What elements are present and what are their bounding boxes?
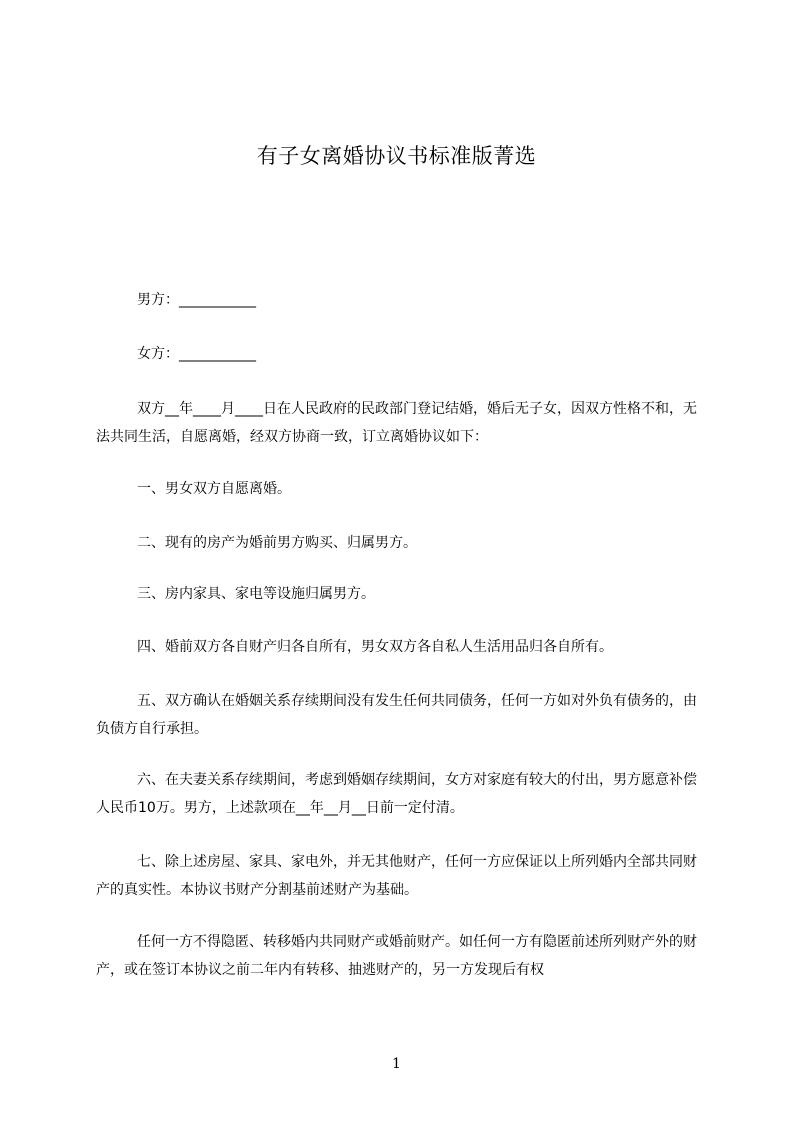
clause-8: 任何一方不得隐匿、转移婚内共同财产或婚前财产。如任何一方有隐匿前述所列财产外的财产，或在签订本协议之前二年内有转移、抽逃财产的，另一方发现后有权 [96,934,697,978]
document-title: 有子女离婚协议书标准版菁选 [256,144,537,168]
clause-7: 七、除上述房屋、家具、家电外，并无其他财产，任何一方应保证以上所列婚内全部共同财产的真实性。本协议书财产分割基前述财产为基础。 [96,854,697,898]
intro-paragraph: 双方__年____月____日在人民政府的民政部门登记结婚，婚后无子女，因双方性格不和，无法共同生活，自愿离婚，经双方协商一致，订立离婚协议如下： [96,401,697,445]
clause-2: 二、现有的房产为婚前男方购买、归属男方。 [137,535,417,551]
clause-3: 三、房内家具、家电等设施归属男方。 [137,586,375,602]
male-party-line: 男方：___________ [137,292,256,308]
page-number: 1 [392,1056,401,1072]
clause-5: 五、双方确认在婚姻关系存续期间没有发生任何共同债务，任何一方如对外负有债务的，由负债方自行承担。 [96,693,697,737]
clause-6: 六、在夫妻关系存续期间，考虑到婚姻存续期间，女方对家庭有较大的付出，男方愿意补偿人民币10万。男方，上述款项在__年__月__日前一定付清。 [96,772,697,816]
female-party-line: 女方：___________ [137,346,256,362]
clause-4: 四、婚前双方各自财产归各自所有，男女双方各自私人生活用品归各自所有。 [137,639,613,655]
clause-1: 一、男女双方自愿离婚。 [137,481,291,497]
